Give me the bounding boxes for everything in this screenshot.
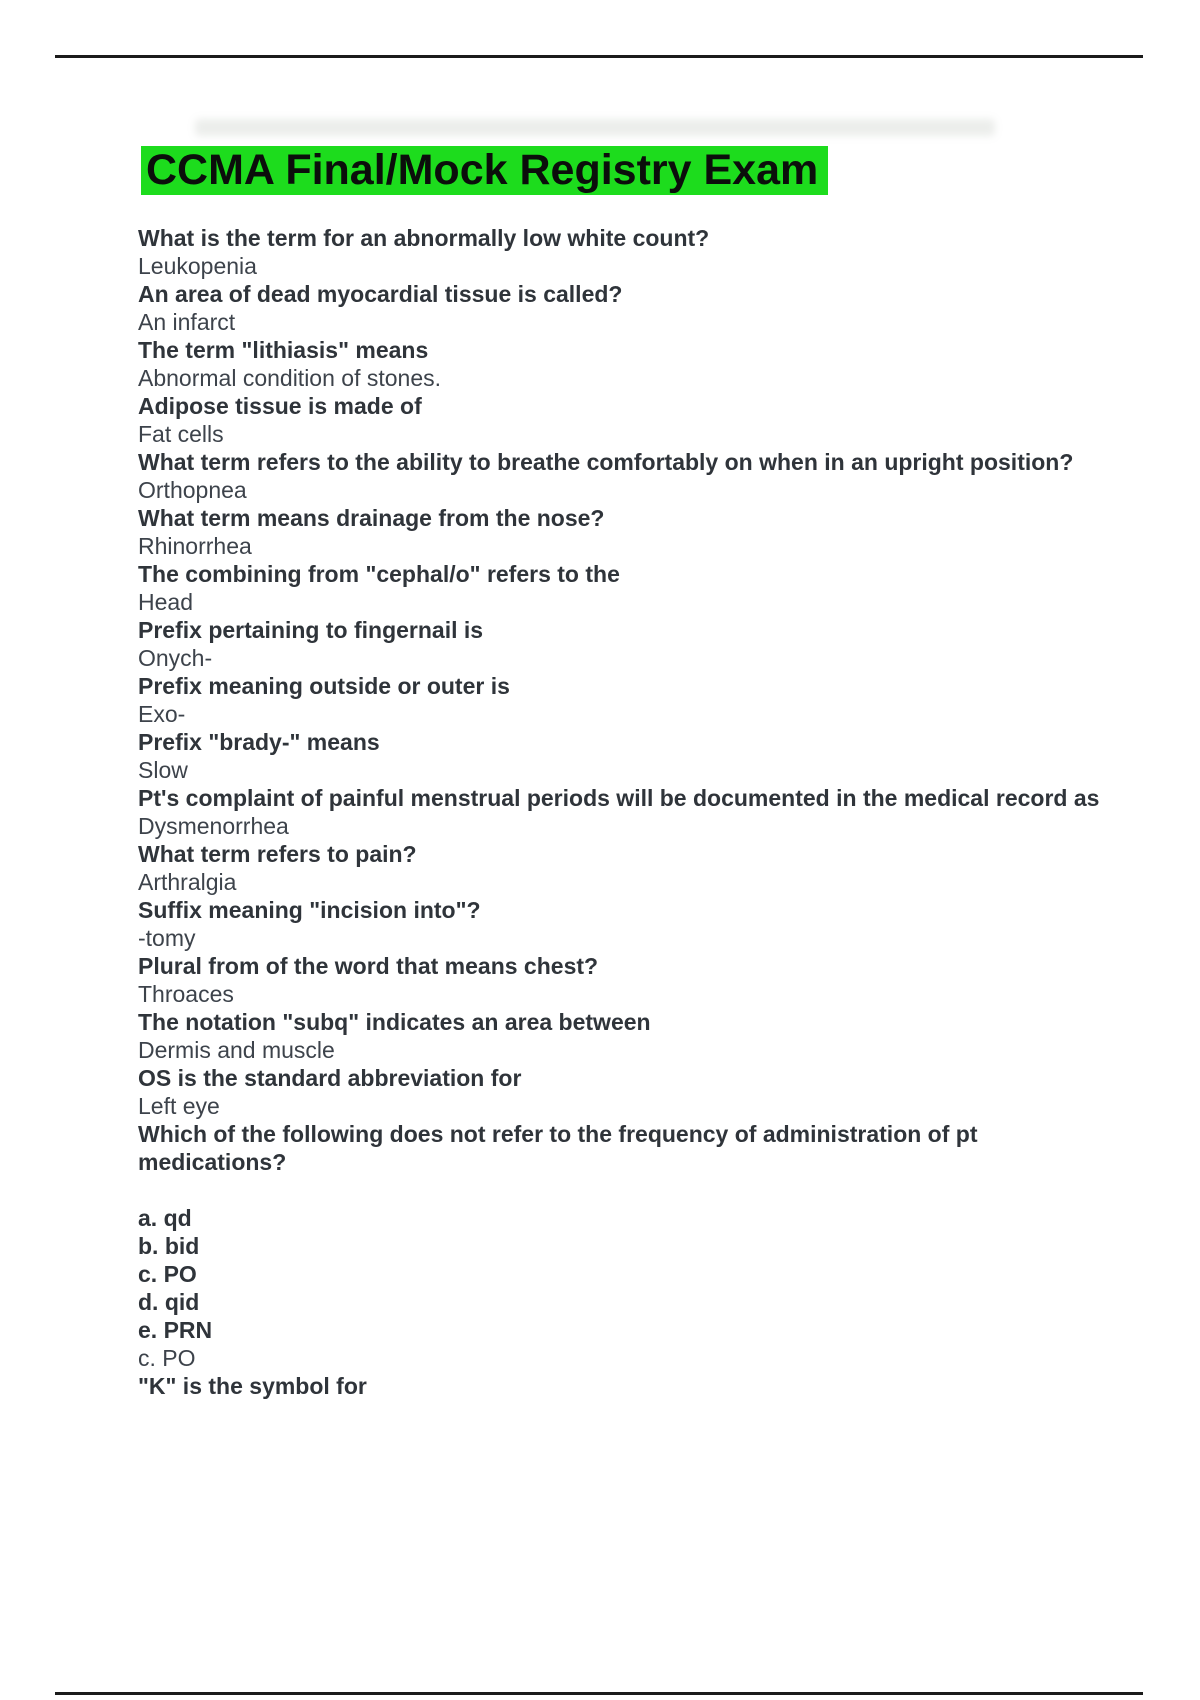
question-line: Prefix pertaining to fingernail is (138, 617, 484, 643)
question-line: What term refers to the ability to breathe comfortably on when in an upright position? (138, 449, 1074, 475)
question-line: e. PRN (138, 1317, 213, 1343)
question-line: Pt's complaint of painful menstrual periods will be documented in the medical record as (138, 785, 1100, 811)
question-line: Prefix meaning outside or outer is (138, 673, 510, 699)
answer-line: Dysmenorrhea (138, 813, 289, 839)
question-line: What term refers to pain? (138, 841, 417, 867)
top-border-rule (55, 55, 1143, 58)
question-line: Adipose tissue is made of (138, 393, 422, 419)
compression-artifact (195, 119, 995, 136)
answer-line: -tomy (138, 925, 196, 951)
question-line: Which of the following does not refer to the frequency of administration of pt medications? (138, 1121, 978, 1175)
page-title (141, 146, 828, 195)
blank-line (138, 1176, 1123, 1204)
question-line: The combining from "cephal/o" refers to the (138, 561, 620, 587)
question-line: Plural from of the word that means chest? (138, 953, 599, 979)
page-title-highlight: CCMA Final/Mock Registry Exam (141, 146, 828, 195)
question-line: Prefix "brady-" means (138, 729, 380, 755)
answer-line: Onych- (138, 645, 213, 671)
qa-list (138, 224, 1123, 1400)
question-line: c. PO (138, 1261, 197, 1287)
answer-line: Fat cells (138, 421, 224, 447)
answer-line: An infarct (138, 309, 236, 335)
question-line: The term "lithiasis" means (138, 337, 429, 363)
answer-line: Arthralgia (138, 869, 237, 895)
answer-line: Slow (138, 757, 188, 783)
question-line: What is the term for an abnormally low white count? (138, 225, 710, 251)
question-line: The notation "subq" indicates an area between (138, 1009, 651, 1035)
answer-line: Dermis and muscle (138, 1037, 335, 1063)
answer-line: Exo- (138, 701, 186, 727)
question-line: Suffix meaning "incision into"? (138, 897, 481, 923)
question-line: a. qd (138, 1205, 192, 1231)
answer-line: c. PO (138, 1345, 196, 1371)
answer-line: Throaces (138, 981, 234, 1007)
question-line: What term means drainage from the nose? (138, 505, 605, 531)
answer-line: Rhinorrhea (138, 533, 252, 559)
question-line: b. bid (138, 1233, 200, 1259)
question-line: An area of dead myocardial tissue is called? (138, 281, 623, 307)
answer-line: Left eye (138, 1093, 220, 1119)
question-line: OS is the standard abbreviation for (138, 1065, 522, 1091)
question-line: d. qid (138, 1289, 200, 1315)
question-line: "K" is the symbol for (138, 1373, 367, 1399)
answer-line: Orthopnea (138, 477, 247, 503)
answer-line: Abnormal condition of stones. (138, 365, 442, 391)
answer-line: Leukopenia (138, 253, 257, 279)
answer-line: Head (138, 589, 193, 615)
bottom-border-rule (55, 1692, 1143, 1695)
